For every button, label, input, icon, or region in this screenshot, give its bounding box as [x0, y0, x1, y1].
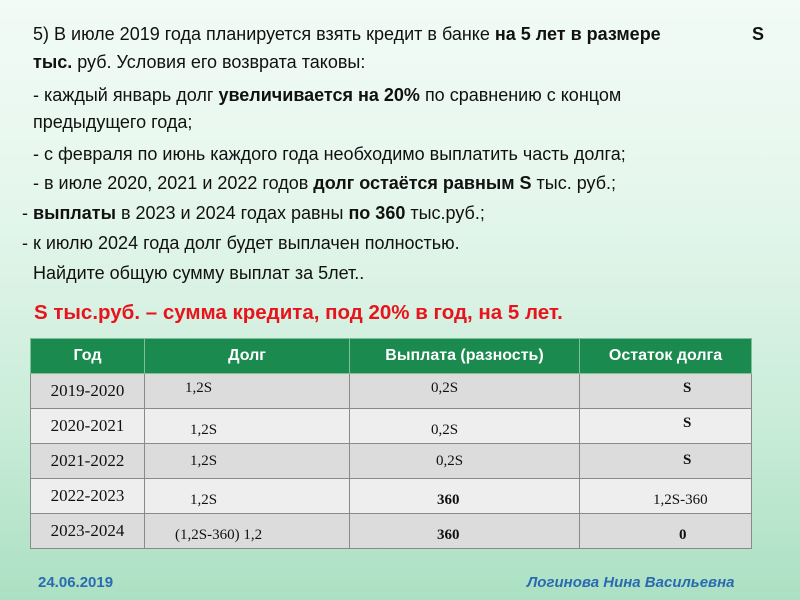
debt-cell [145, 374, 350, 409]
table-row [31, 444, 752, 479]
debt-value: 1,2S [190, 422, 218, 438]
table-header-row [31, 339, 752, 374]
payment-value: 360 [437, 527, 460, 543]
year-cell: 2020-2021 [31, 409, 145, 444]
payment-value: 0,2S [436, 453, 464, 469]
problem-line-4: предыдущего года; [33, 112, 193, 132]
debt-cell [145, 514, 350, 549]
debt-value: 1,2S [185, 380, 213, 396]
problem-line-5: - с февраля по июнь каждого года необходимо выплатить часть долга; [33, 144, 626, 164]
problem-line-1-s: S [752, 24, 765, 44]
rest-cell [580, 479, 752, 514]
summary-title: S тыс.руб. – сумма кредита, под 20% в год, на 5 лет. [34, 301, 563, 324]
rest-value: S [683, 452, 692, 468]
year-cell: 2019-2020 [31, 374, 145, 409]
rest-cell [580, 374, 752, 409]
payment-cell [350, 374, 580, 409]
debt-value: 1,2S [190, 453, 218, 469]
loan-table [30, 338, 752, 549]
table-row [31, 374, 752, 409]
year-cell: 2021-2022 [31, 444, 145, 479]
debt-value: (1,2S-360) 1,2 [175, 527, 263, 543]
rest-value: 1,2S-360 [653, 492, 708, 508]
problem-line-1: 5) В июле 2019 года планируется взять кредит в банке на 5 лет в размере [33, 24, 661, 44]
payment-cell [350, 514, 580, 549]
table-row [31, 409, 752, 444]
payment-cell [350, 479, 580, 514]
debt-cell [145, 479, 350, 514]
table-row [31, 479, 752, 514]
payment-value: 0,2S [431, 422, 459, 438]
header-debt: Долг [145, 339, 350, 374]
header-payment: Выплата (разность) [350, 339, 580, 374]
problem-line-3: - каждый январь долг увеличивается на 20% по сравнению с концом [33, 85, 622, 105]
year-cell: 2022-2023 [31, 479, 145, 514]
debt-value: 1,2S [190, 492, 218, 508]
year-cell: 2023-2024 [31, 514, 145, 549]
footer-date: 24.06.2019 [38, 574, 114, 591]
problem-line-2: тыс. руб. Условия его возврата таковы: [33, 52, 366, 72]
payment-value: 0,2S [431, 380, 459, 396]
rest-cell [580, 409, 752, 444]
payment-cell [350, 409, 580, 444]
table-row [31, 514, 752, 549]
debt-cell [145, 444, 350, 479]
problem-line-6: - в июле 2020, 2021 и 2022 годов долг остаётся равным S тыс. руб.; [33, 173, 617, 193]
rest-value: S [683, 415, 692, 431]
rest-cell [580, 444, 752, 479]
debt-cell [145, 409, 350, 444]
footer-author: Логинова Нина Васильевна [527, 574, 735, 591]
problem-line-9: Найдите общую сумму выплат за 5лет.. [33, 263, 365, 283]
rest-value: 0 [679, 527, 687, 543]
header-rest: Остаток долга [580, 339, 752, 374]
problem-line-8: - к июлю 2024 года долг будет выплачен полностью. [22, 233, 460, 253]
rest-value: S [683, 380, 692, 396]
payment-cell [350, 444, 580, 479]
header-year: Год [31, 339, 145, 374]
payment-value: 360 [437, 492, 460, 508]
problem-line-7: - выплаты в 2023 и 2024 годах равны по 360 тыс.руб.; [22, 203, 485, 223]
rest-cell [580, 514, 752, 549]
